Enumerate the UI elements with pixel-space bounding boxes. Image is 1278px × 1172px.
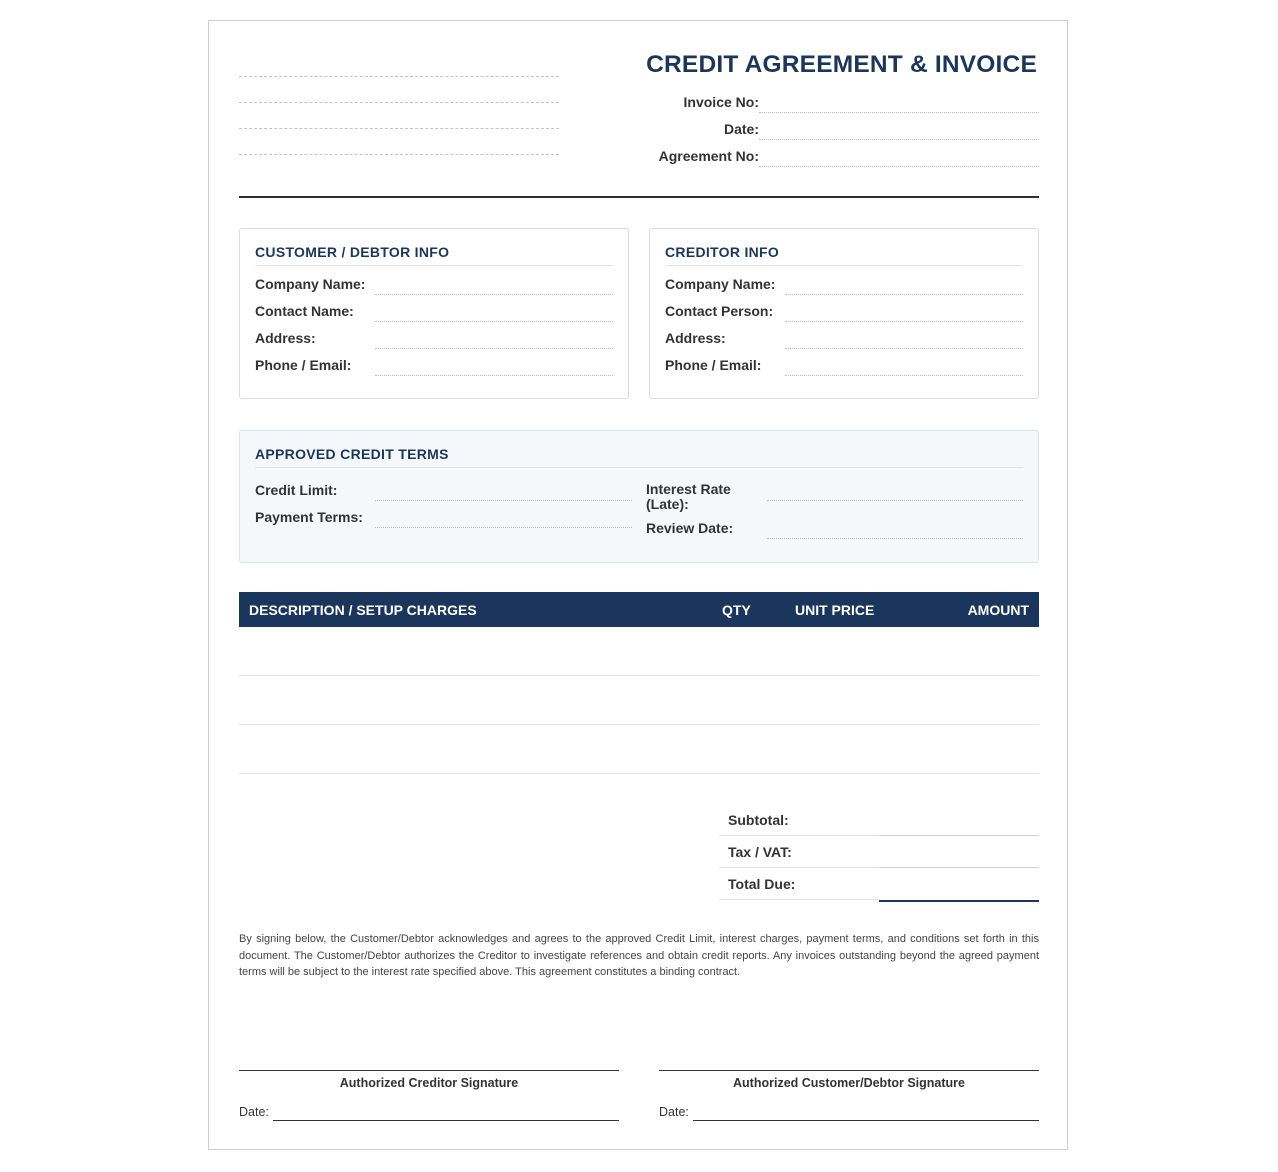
creditor-info-box [649,228,1039,399]
payment-terms-field[interactable] [375,527,632,528]
creditor-date-line[interactable] [273,1120,619,1121]
sender-address-line-1[interactable] [239,76,559,77]
debtor-date-line[interactable] [693,1120,1039,1121]
column-amount: AMOUNT [967,602,1029,618]
customer-address-field[interactable] [375,348,613,349]
interest-rate-field[interactable] [767,500,1023,501]
document-title: CREDIT AGREEMENT & INVOICE [646,51,1037,78]
invoice-page [208,20,1068,1150]
customer-company-field[interactable] [375,294,613,295]
row-divider-3 [239,773,1039,774]
creditor-contact-field[interactable] [785,321,1023,322]
customer-title-rule [255,265,613,266]
credit-terms-title: APPROVED CREDIT TERMS [255,446,449,462]
header-divider [239,196,1039,198]
line-item-row-2[interactable] [239,676,1039,724]
total-separator [719,899,879,900]
customer-phone-email-field[interactable] [375,375,613,376]
creditor-company-field[interactable] [785,294,1023,295]
creditor-company-label: Company Name: [665,276,776,292]
subtotal-field[interactable] [879,804,1039,836]
legal-terms-text: By signing below, the Customer/Debtor acknowledges and agrees to the approved Credit Limit, interest charges, payment terms, and conditions set forth in this document. The Customer/Debtor authorizes the Creditor to investigate references and obtain credit reports. Any invoices outstanding beyond the agreed payment terms will be subject to the interest rate specified above. This agreement constitutes a binding contract. [239,933,1039,978]
subtotal-separator [719,835,879,836]
creditor-address-label: Address: [665,330,726,346]
payment-terms-label: Payment Terms: [255,509,363,525]
creditor-phone-email-label: Phone / Email: [665,357,762,373]
creditor-signature-line[interactable] [239,1070,619,1071]
agreement-no-field[interactable] [759,165,1039,167]
customer-phone-email-label: Phone / Email: [255,357,352,373]
creditor-signature-label: Authorized Creditor Signature [339,1076,519,1090]
debtor-date-label: Date: [659,1105,689,1119]
invoice-no-field[interactable] [759,111,1039,113]
tax-separator [719,867,879,868]
interest-rate-label-line1: Interest Rate [646,481,731,497]
creditor-info-title: CREDITOR INFO [665,244,780,260]
creditor-contact-label: Contact Person: [665,303,774,319]
agreement-no-label: Agreement No: [658,148,759,164]
column-qty: QTY [722,602,751,618]
line-items-header [239,592,1039,627]
total-due-label: Total Due: [728,876,796,892]
customer-company-label: Company Name: [255,276,366,292]
customer-info-title: CUSTOMER / DEBTOR INFO [255,244,450,260]
customer-contact-field[interactable] [375,321,613,322]
customer-info-box [239,228,629,399]
column-unit-price: UNIT PRICE [795,602,875,618]
date-label: Date: [723,121,759,137]
credit-limit-label: Credit Limit: [255,482,338,498]
sender-address-line-2[interactable] [239,102,559,103]
interest-rate-label-line2: (Late): [646,496,689,512]
debtor-signature-label: Authorized Customer/Debtor Signature [733,1076,965,1090]
sender-address-line-4[interactable] [239,154,559,155]
debtor-signature-line[interactable] [659,1070,1039,1071]
customer-contact-label: Contact Name: [255,303,354,319]
line-item-row-1[interactable] [239,627,1039,675]
column-description: DESCRIPTION / SETUP CHARGES [249,602,477,618]
creditor-address-field[interactable] [785,348,1023,349]
tax-vat-field[interactable] [879,836,1039,868]
interest-rate-label [646,482,731,512]
review-date-field[interactable] [767,538,1023,539]
creditor-title-rule [665,265,1023,266]
line-item-row-3[interactable] [239,725,1039,773]
total-due-field[interactable] [879,868,1039,902]
review-date-label: Review Date: [646,520,734,536]
sender-address-line-3[interactable] [239,128,559,129]
creditor-date-label: Date: [239,1105,269,1119]
tax-vat-label: Tax / VAT: [728,844,792,860]
credit-terms-box [239,430,1039,563]
customer-address-label: Address: [255,330,316,346]
invoice-no-label: Invoice No: [683,94,759,110]
date-field[interactable] [759,138,1039,140]
credit-limit-field[interactable] [375,500,632,501]
credit-terms-title-rule [255,467,1023,468]
subtotal-label: Subtotal: [728,812,789,828]
creditor-phone-email-field[interactable] [785,375,1023,376]
